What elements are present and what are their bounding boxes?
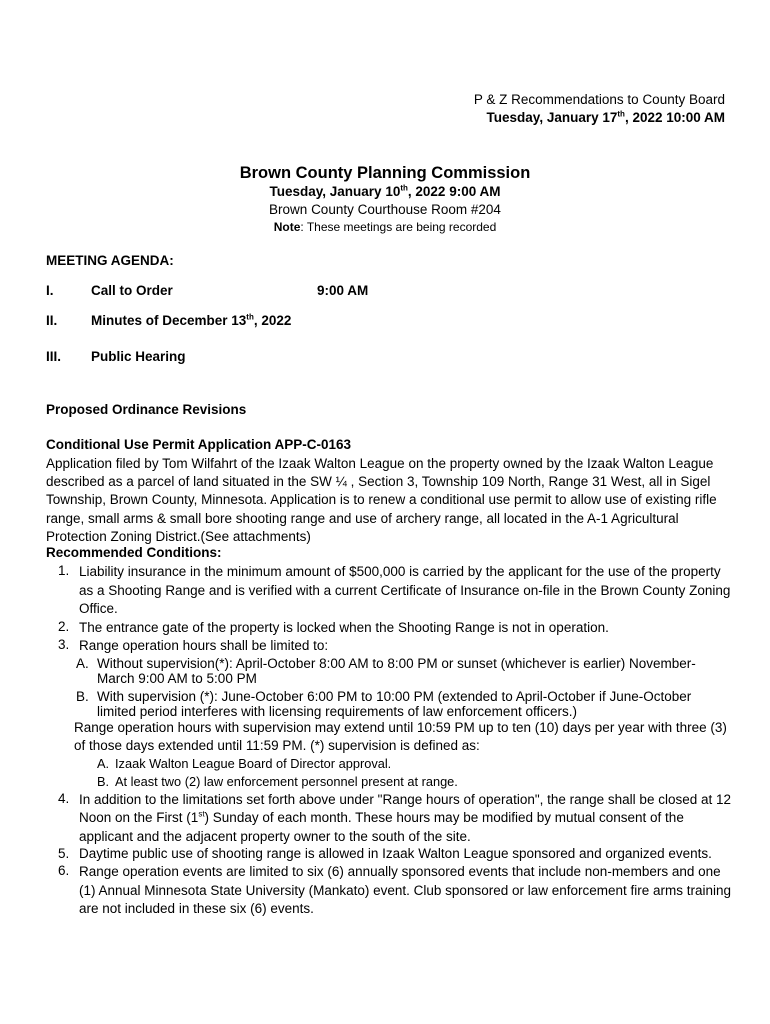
sub-condition-text: Without supervision(*): April-October 8:00 AM to 8:00 PM or sunset (whichever is earlier) November-March 9:00 AM to 5:00 PM — [97, 655, 696, 686]
header-line1: P & Z Recommendations to County Board — [473, 92, 725, 107]
agenda-item-number: II. — [46, 313, 58, 328]
condition-number: 2. — [58, 618, 70, 634]
supervision-paragraph: Range operation hours with supervision may extend until 10:59 PM up to ten (10) days per year with three (3) of those days extended until 11:59 PM. (*) supervision is defined as: — [74, 719, 727, 753]
minutes-label-suffix: , 2022 — [253, 313, 292, 328]
conditions-list — [46, 563, 732, 919]
condition-item — [46, 619, 732, 638]
sub-condition — [46, 689, 732, 719]
agenda-item-number: III. — [46, 349, 62, 364]
meeting-date-sup: th — [400, 183, 408, 193]
sub-condition-letter: A. — [76, 655, 89, 671]
condition-text-prefix: In addition to the limitations set forth above under "Range hours of operation", the range shall be closed at 12 Noon on the First (1 — [79, 791, 732, 825]
meeting-date-prefix: Tuesday, January 10 — [269, 184, 401, 199]
meeting-date-suffix: , 2022 9:00 AM — [407, 184, 501, 199]
condition-item — [46, 637, 732, 791]
conditions-heading: Recommended Conditions: — [46, 545, 222, 560]
recording-note — [0, 219, 770, 235]
condition-item — [46, 863, 732, 919]
agenda-item-time: 9:00 AM — [317, 283, 369, 298]
sub-condition-text: With supervision (*): June-October 6:00 PM to 10:00 PM (extended to April-October if June-October limited period interferes with licensing requirements of law enforcement officers.) — [97, 688, 692, 719]
condition-number: 5. — [58, 846, 70, 861]
sub-condition — [46, 656, 732, 686]
page-title: Brown County Planning Commission — [239, 164, 531, 182]
minutes-label-sup: th — [246, 312, 254, 322]
note-text: : These meetings are being recorded — [300, 220, 497, 234]
title-block — [0, 163, 770, 235]
condition-item — [46, 563, 732, 619]
condition-number: 6. — [58, 863, 70, 878]
condition-text: Range operation hours shall be limited to: — [79, 638, 329, 653]
header-date-prefix: Tuesday, January 17 — [486, 110, 618, 125]
definition-text: At least two (2) law enforcement personnel present at range. — [115, 773, 458, 789]
definition-letter: A. — [97, 755, 110, 771]
header-date-suffix: , 2022 10:00 AM — [624, 110, 725, 125]
board-recommendation-header — [474, 91, 725, 127]
agenda-heading: MEETING AGENDA: — [46, 253, 174, 268]
definition-letter: B. — [97, 773, 110, 789]
condition-text: Range operation events are limited to six (6) annually sponsored events that include non-members and one (1) Annual Minnesota State University (Mankato) event. Club sponsored or law enforcement fire arms training are not included in these six (6) events. — [79, 864, 732, 916]
minutes-label-prefix: Minutes of December 13 — [91, 313, 247, 328]
permit-description: Application filed by Tom Wilfahrt of the Izaak Walton League on the property owned by the Izaak Walton League described as a parcel of land situated in the SW ¼ , Section 3, Township 109 North, Range 31 West, all in Sigel Township, Brown County, Minnesota. Application is to renew a conditional use permit to allow use of existing rifle range, small arms & small bore shooting range and use of archery range, all located in the A-1 Agricultural Protection Zoning District.(See attachments) — [46, 456, 717, 544]
condition-item — [46, 791, 732, 847]
header-line2 — [474, 109, 725, 127]
condition-number: 1. — [58, 563, 70, 578]
condition-number: 3. — [58, 637, 70, 652]
sub-condition-letter: B. — [76, 688, 89, 704]
supervision-definition — [46, 755, 732, 773]
note-label: Note — [273, 220, 301, 234]
agenda-item-label: Public Hearing — [91, 349, 186, 364]
permit-heading: Conditional Use Permit Application APP-C-0163 — [46, 437, 352, 452]
condition-text-sup: st — [198, 809, 205, 819]
meeting-location: Brown County Courthouse Room #204 — [269, 202, 501, 217]
meeting-date — [0, 183, 770, 201]
condition-text — [79, 791, 732, 847]
condition-text: The entrance gate of the property is locked when the Shooting Range is not in operation. — [79, 619, 609, 635]
condition-text: Daytime public use of shooting range is allowed in Izaak Walton League sponsored and organized events. — [79, 846, 712, 861]
header-date-sup: th — [617, 109, 625, 119]
proposed-revisions-heading: Proposed Ordinance Revisions — [46, 402, 247, 417]
supervision-definition — [46, 773, 732, 791]
condition-item — [46, 846, 732, 861]
condition-text: Liability insurance in the minimum amount of $500,000 is carried by the applicant for the use of the property as a Shooting Range and is verified with a current Certificate of Insurance on-file in the Brown County Zoning Office. — [79, 564, 731, 616]
agenda-item-label: Call to Order — [91, 283, 173, 298]
condition-number: 4. — [58, 790, 70, 806]
condition-text-suffix: ) Sunday of each month. These hours may be modified by mutual consent of the applicant and the adjacent property owner to the south of the site. — [79, 810, 684, 844]
definition-text: Izaak Walton League Board of Director approval. — [115, 755, 392, 771]
agenda-item-label — [91, 313, 291, 328]
agenda-item-number: I. — [46, 283, 54, 298]
